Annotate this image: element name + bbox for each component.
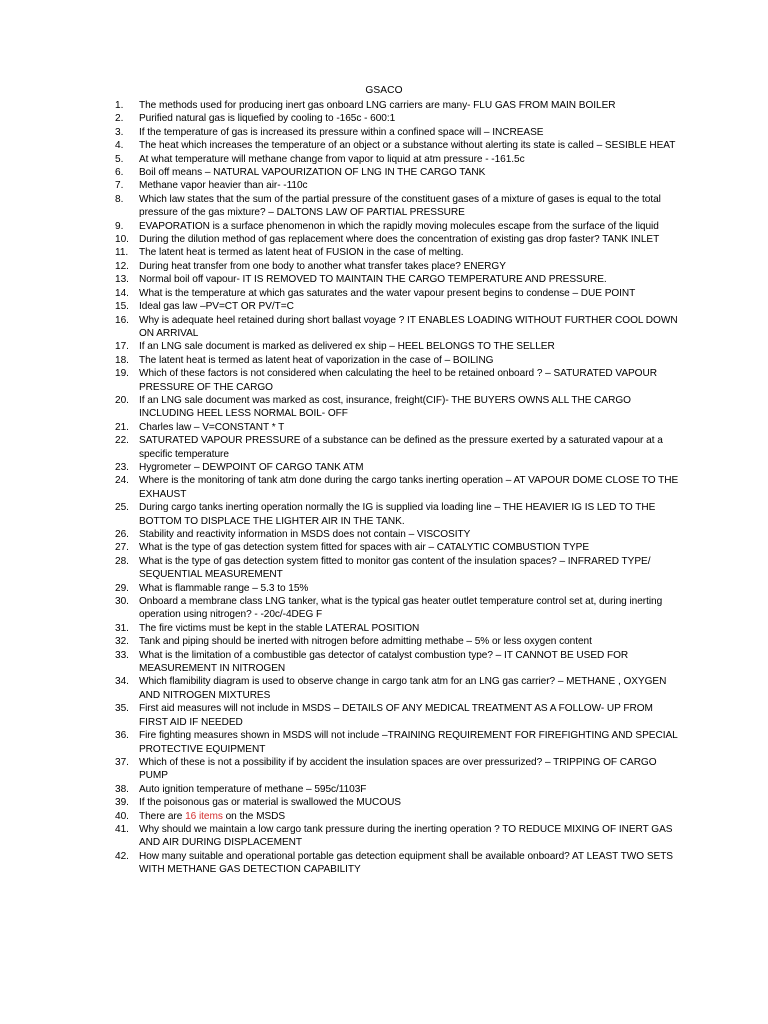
item-text: Onboard a membrane class LNG tanker, what is the typical gas heater outlet temperature control set at, during inerting operation using nitrogen? - -20c/-4DEG F <box>139 596 663 621</box>
item-text: Auto ignition temperature of methane – 595c/1103F <box>139 783 367 795</box>
item-number: 5. <box>115 153 124 165</box>
list-item <box>115 850 680 877</box>
item-number: 6. <box>115 167 124 179</box>
list-item <box>115 649 680 676</box>
list-item <box>115 541 680 554</box>
list-item <box>115 810 680 823</box>
list-item <box>115 702 680 729</box>
item-text: Which of these is not a possibility if by accident the insulation spaces are over pressurized? – TRIPPING OF CARGO PUMP <box>139 756 657 782</box>
item-number: 11. <box>115 247 129 259</box>
question-list <box>115 99 680 877</box>
list-item <box>115 528 680 541</box>
item-text: The latent heat is termed as latent heat of FUSION in the case of melting. <box>139 247 464 259</box>
item-number: 25. <box>115 502 129 514</box>
item-text: During the dilution method of gas replacement where does the concentration of existing gas drop faster? TANK INLET <box>139 234 660 246</box>
list-item <box>115 555 680 582</box>
item-number: 40. <box>115 810 129 822</box>
item-text: What is flammable range – 5.3 to 15% <box>139 582 309 594</box>
list-item <box>115 635 680 648</box>
item-text: If an LNG sale document is marked as delivered ex ship – HEEL BELONGS TO THE SELLER <box>139 341 555 353</box>
item-number: 18. <box>115 354 129 366</box>
item-text: The latent heat is termed as latent heat of vaporization in the case of – BOILING <box>139 354 494 366</box>
item-text: First aid measures will not include in MSDS – DETAILS OF ANY MEDICAL TREATMENT AS A FOLLOW- UP FROM FIRST AID IF NEEDED <box>139 703 653 728</box>
item-text: The methods used for producing inert gas onboard LNG carriers are many- FLU GAS FROM MAIN BOILER <box>139 100 616 111</box>
list-item <box>115 474 680 501</box>
list-item <box>115 582 680 595</box>
item-number: 35. <box>115 703 129 715</box>
item-number: 15. <box>115 301 129 313</box>
item-text: During cargo tanks inerting operation normally the IG is supplied via loading line – THE HEAVIER IG IS LED TO THE BOTTOM TO DISPLACE THE LIGHTER AIR IN THE TANK. <box>139 502 656 527</box>
item-number: 4. <box>115 140 124 152</box>
item-number: 34. <box>115 676 129 688</box>
item-text: Which flamibility diagram is used to observe change in cargo tank atm for an LNG gas carrier? – METHANE , OXYGEN AND NITROGEN MIXTURES <box>139 676 667 701</box>
item-number: 13. <box>115 274 129 286</box>
item-number: 7. <box>115 180 124 192</box>
item-text: Normal boil off vapour- IT IS REMOVED TO MAINTAIN THE CARGO TEMPERATURE AND PRESSURE. <box>139 274 607 286</box>
item-number: 24. <box>115 475 129 487</box>
item-number: 22. <box>115 435 129 447</box>
list-item <box>115 461 680 474</box>
list-item <box>115 622 680 635</box>
item-text: What is the limitation of a combustible gas detector of catalyst combustion type? – IT CANNOT BE USED FOR MEASUREMENT IN NITROGEN <box>139 649 629 675</box>
list-item <box>115 193 680 220</box>
list-item <box>115 823 680 850</box>
item-number: 2. <box>115 113 124 125</box>
item-text: If an LNG sale document was marked as cost, insurance, freight(CIF)- THE BUYERS OWNS ALL THE CARGO INCLUDING HEEL LESS NORMAL BOIL- OFF <box>139 394 631 420</box>
list-item <box>115 139 680 152</box>
item-number: 19. <box>115 368 129 380</box>
item-number: 12. <box>115 260 129 272</box>
item-text: EVAPORATION is a surface phenomenon in which the rapidly moving molecules escape from the surface of the liquid <box>139 220 659 232</box>
item-text <box>139 810 680 823</box>
list-item <box>115 246 680 259</box>
item-text: Fire fighting measures shown in MSDS will not include –TRAINING REQUIREMENT FOR FIREFIGHTING AND SPECIAL PROTECTIVE EQUIPMENT <box>139 730 678 755</box>
list-item <box>115 112 680 125</box>
item-number: 26. <box>115 529 129 540</box>
item-number: 32. <box>115 636 129 648</box>
item-text: Hygrometer – DEWPOINT OF CARGO TANK ATM <box>139 461 364 473</box>
list-item <box>115 126 680 139</box>
item-text: If the temperature of gas is increased its pressure within a confined space will – INCREASE <box>139 126 544 138</box>
list-item <box>115 99 680 112</box>
item-number: 17. <box>115 341 129 353</box>
item-number: 36. <box>115 730 129 742</box>
list-item <box>115 233 680 246</box>
item-text: What is the type of gas detection system fitted to monitor gas content of the insulation spaces? – INFRARED TYPE/ SEQUENTIAL MEASUREMENT <box>139 555 651 581</box>
item-text: During heat transfer from one body to another what transfer takes place? ENERGY <box>139 260 506 272</box>
list-item <box>115 179 680 192</box>
item-text: Which law states that the sum of the partial pressure of the constituent gases of a mixture of gases is equal to the total pressure of the gas mixture? – DALTONS LAW OF PARTIAL PRESSURE <box>139 193 661 219</box>
item-text: The fire victims must be kept in the stable LATERAL POSITION <box>139 622 420 634</box>
item-number: 8. <box>115 193 124 205</box>
item-text: Purified natural gas is liquefied by cooling to -165c - 600:1 <box>139 113 396 125</box>
list-item <box>115 783 680 796</box>
list-item <box>115 501 680 528</box>
item-text: Ideal gas law –PV=CT OR PV/T=C <box>139 301 294 313</box>
item-number: 27. <box>115 542 129 554</box>
list-item <box>115 314 680 341</box>
item-text: Methane vapor heavier than air- -110c <box>139 180 308 192</box>
item-text: Charles law – V=CONSTANT * T <box>139 421 285 433</box>
list-item <box>115 367 680 394</box>
item-text: Why should we maintain a low cargo tank pressure during the inerting operation ? TO REDUCE MIXING OF INERT GAS AND AIR DURING DISPLACEMENT <box>139 823 673 849</box>
item-number: 9. <box>115 220 124 232</box>
list-item <box>115 394 680 421</box>
item-number: 3. <box>115 126 124 138</box>
item-text: What is the type of gas detection system fitted for spaces with air – CATALYTIC COMBUSTION TYPE <box>139 542 590 554</box>
item-number: 16. <box>115 314 129 326</box>
item-number: 21. <box>115 421 129 433</box>
list-item <box>115 796 680 809</box>
list-item <box>115 756 680 783</box>
item-number: 38. <box>115 783 129 795</box>
item-text-highlight: 16 items <box>185 810 223 822</box>
list-item <box>115 260 680 273</box>
list-item <box>115 340 680 353</box>
item-text: What is the temperature at which gas saturates and the water vapour present begins to condense – DUE POINT <box>139 287 636 299</box>
document-title: GSACO <box>365 85 403 96</box>
item-number: 1. <box>115 100 124 111</box>
item-number: 33. <box>115 649 129 661</box>
item-text: If the poisonous gas or material is swallowed the MUCOUS <box>139 797 401 809</box>
item-number: 42. <box>115 850 129 862</box>
list-item <box>115 675 680 702</box>
item-text: Why is adequate heel retained during short ballast voyage ? IT ENABLES LOADING WITHOUT FURTHER COOL DOWN ON ARRIVAL <box>139 314 678 339</box>
list-item <box>115 287 680 300</box>
list-item <box>115 220 680 233</box>
item-text: Where is the monitoring of tank atm done during the cargo tanks inerting operation – AT VAPOUR DOME CLOSE TO THE EXHAUST <box>139 475 679 500</box>
list-item <box>115 166 680 179</box>
list-item <box>115 729 680 756</box>
item-number: 28. <box>115 555 129 567</box>
list-item <box>115 273 680 286</box>
list-item <box>115 153 680 166</box>
item-text: The heat which increases the temperature of an object or a substance without alerting its state is called – SESIBLE HEAT <box>139 140 676 152</box>
item-number: 39. <box>115 797 129 809</box>
item-text: Which of these factors is not considered when calculating the heel to be retained onboard ? – SATURATED VAPOUR PRESSURE OF THE CARGO <box>139 368 657 393</box>
item-number: 41. <box>115 823 129 835</box>
list-item <box>115 354 680 367</box>
item-text: Boil off means – NATURAL VAPOURIZATION OF LNG IN THE CARGO TANK <box>139 167 486 179</box>
item-number: 30. <box>115 596 129 608</box>
item-text: How many suitable and operational portable gas detection equipment shall be available onboard? AT LEAST TWO SETS WITH METHANE GAS DETECTION CAPABILITY <box>139 850 673 876</box>
item-number: 14. <box>115 287 129 299</box>
item-text: Tank and piping should be inerted with nitrogen before admitting methabe – 5% or less oxygen content <box>139 636 592 648</box>
item-text: Stability and reactivity information in MSDS does not contain – VISCOSITY <box>139 529 471 540</box>
item-text: At what temperature will methane change from vapor to liquid at atm pressure - -161.5c <box>139 153 525 165</box>
item-number: 31. <box>115 622 129 634</box>
item-number: 29. <box>115 582 129 594</box>
item-number: 20. <box>115 394 129 406</box>
list-item <box>115 434 680 461</box>
item-number: 37. <box>115 756 129 768</box>
list-item <box>115 300 680 313</box>
item-number: 10. <box>115 234 129 246</box>
list-item <box>115 595 680 622</box>
item-text: SATURATED VAPOUR PRESSURE of a substance can be defined as the pressure exerted by a saturated vapour at a specific temperature <box>139 435 663 460</box>
item-text-after: on the MSDS <box>222 810 286 822</box>
item-text-before: There are <box>139 810 186 822</box>
list-item <box>115 421 680 434</box>
item-number: 23. <box>115 461 129 473</box>
